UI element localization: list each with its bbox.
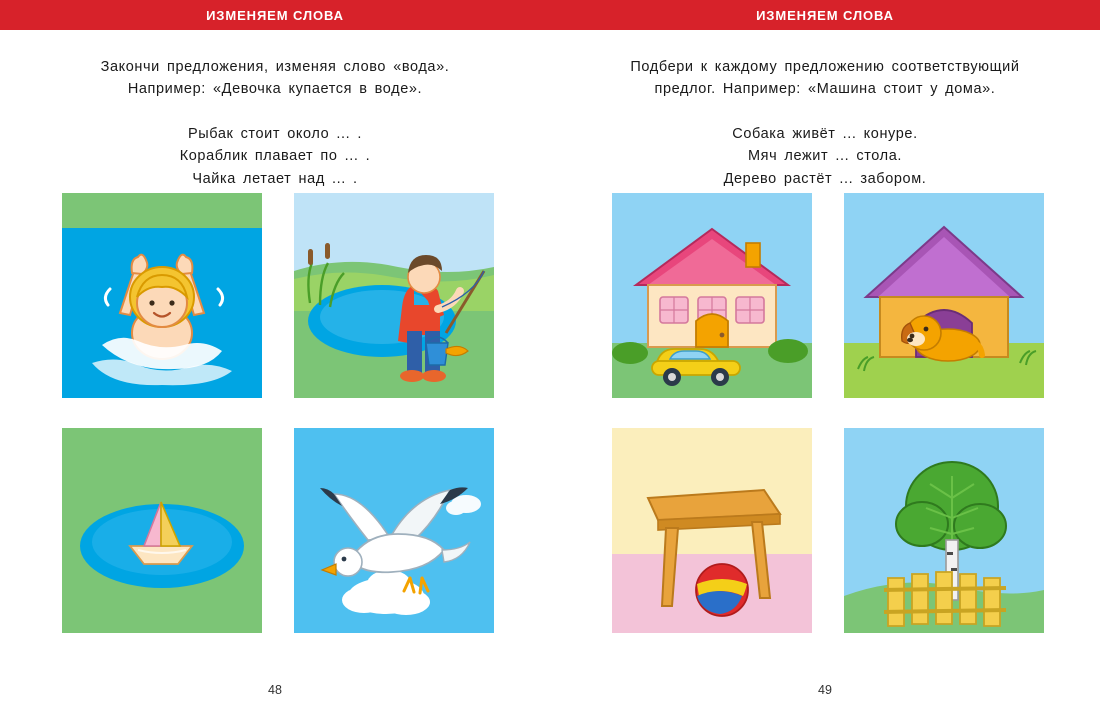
task-item: Собака живёт ... конуре. (732, 125, 918, 142)
instructions-left (0, 56, 550, 101)
picture-grid-left (62, 193, 494, 633)
page-number-left: 48 (268, 683, 282, 697)
task-item: Мяч лежит ... стола. (748, 148, 902, 165)
picture-fisherman-by-pond (294, 193, 494, 398)
page-banner-right (550, 0, 1100, 30)
picture-girl-swimming-in-water (62, 193, 262, 398)
instruction-line-2: Например: «Девочка купается в воде». (127, 81, 423, 98)
instruction-line-1: Закончи предложения, изменяя слово «вода». (100, 59, 450, 75)
page-banner-left (0, 0, 550, 30)
task-list-left (0, 123, 550, 190)
picture-seagull-flying (294, 428, 494, 633)
picture-paper-boat-on-pond (62, 428, 262, 633)
instructions-right (550, 56, 1100, 101)
banner-title: ИЗМЕНЯЕМ СЛОВА (756, 7, 894, 23)
picture-ball-under-table (612, 428, 812, 633)
task-item: Чайка летает над ... . (192, 170, 358, 187)
instruction-line-1: Подбери к каждому предложению соответствующий (630, 59, 1020, 75)
page-number-right: 49 (818, 683, 832, 697)
picture-tree-behind-fence (844, 428, 1044, 633)
page-right (550, 0, 1100, 719)
task-item: Дерево растёт ... забором. (723, 170, 927, 187)
banner-title: ИЗМЕНЯЕМ СЛОВА (206, 7, 344, 23)
picture-doghouse-with-dog (844, 193, 1044, 398)
picture-grid-right (612, 193, 1044, 633)
picture-house-with-car (612, 193, 812, 398)
instruction-line-2: предлог. Например: «Машина стоит у дома». (654, 81, 996, 98)
task-item: Кораблик плавает по ... . (179, 148, 371, 165)
task-item: Рыбак стоит около ... . (187, 125, 363, 142)
task-list-right (550, 123, 1100, 190)
